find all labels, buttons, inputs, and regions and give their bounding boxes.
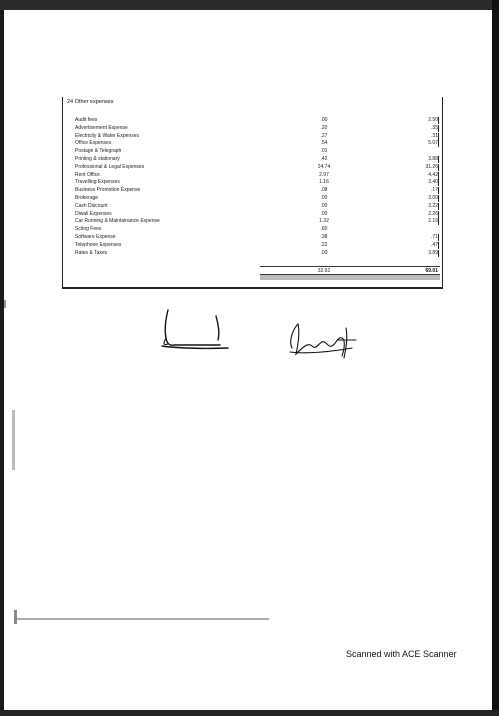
previous-year-value: .35 — [431, 124, 438, 131]
expense-label: Car Running & Maintainance Expense — [75, 218, 160, 225]
table-row — [4, 133, 492, 141]
column-rule — [438, 250, 439, 257]
expense-label: Telephone Expenses — [75, 241, 122, 248]
column-rule — [438, 234, 439, 241]
current-year-value: .38 — [320, 234, 328, 240]
table-row — [4, 164, 492, 172]
column-rule — [438, 164, 439, 171]
total-current-year: 32.92 — [317, 268, 331, 274]
table-row — [4, 140, 492, 148]
table-row — [4, 242, 492, 250]
scanned-page — [4, 10, 492, 710]
previous-year-value: .17 — [431, 187, 438, 194]
expense-label: Scting Fees — [75, 226, 102, 233]
column-rule — [438, 242, 439, 249]
table-row — [4, 179, 492, 187]
expense-label: Postage & Telegraph — [75, 148, 122, 155]
column-rule — [438, 133, 439, 140]
expense-label: Software Expense — [75, 234, 116, 240]
previous-year-value: 2.26 — [428, 210, 438, 217]
current-year-value: .08 — [320, 187, 328, 194]
expense-label: Advertisement Expense — [75, 124, 128, 131]
table-row — [4, 156, 492, 164]
previous-year-value: 2.50 — [428, 117, 438, 123]
column-rule — [438, 211, 439, 218]
previous-year-value: .47 — [431, 241, 438, 248]
current-year-value: .00 — [320, 195, 328, 201]
current-year-value: .27 — [320, 132, 328, 139]
current-year-value: .22 — [320, 241, 328, 248]
table-row — [4, 218, 492, 226]
scan-artifact — [14, 610, 17, 624]
section-title: 24 Other expenses — [67, 99, 114, 105]
current-year-value: 1.16 — [319, 179, 329, 186]
scan-artifact — [14, 618, 269, 620]
column-rule — [438, 125, 439, 132]
table-row — [4, 172, 492, 180]
column-rule — [438, 172, 439, 179]
scan-artifact — [12, 410, 15, 470]
expense-label: Audit fees — [75, 117, 98, 123]
column-rule — [438, 117, 439, 124]
scan-bottom-border — [0, 710, 499, 716]
expense-label: Rates & Taxes — [75, 249, 108, 256]
current-year-value: .00 — [320, 117, 328, 123]
expense-label: Electricity & Water Expenses — [75, 132, 140, 139]
column-rule — [438, 187, 439, 194]
column-rule — [438, 140, 439, 147]
expense-label: Cash Discount — [75, 202, 108, 209]
signature-1 — [154, 308, 234, 356]
previous-year-value: 31.26 — [425, 163, 438, 170]
previous-year-value: 4.42 — [428, 171, 438, 178]
expense-label: Brokerage — [75, 195, 99, 201]
total-previous-year: 69.01 — [425, 268, 438, 274]
table-row — [4, 195, 492, 203]
previous-year-value: 3.22 — [428, 202, 438, 209]
current-year-value: .00 — [320, 249, 328, 256]
table-row — [4, 226, 492, 234]
current-year-value: .00 — [320, 210, 328, 217]
expense-label: Travelling Expenses — [75, 179, 120, 186]
expense-label: Business Promotion Expense — [75, 187, 141, 194]
previous-year-value: .31 — [431, 132, 438, 139]
current-year-value: 1.32 — [319, 218, 329, 225]
current-year-value: 24.74 — [317, 163, 331, 170]
expense-label: Printing & stationary — [75, 156, 120, 162]
table-row — [4, 250, 492, 258]
previous-year-value: 3.00 — [428, 195, 438, 201]
table-row — [4, 117, 492, 125]
current-year-value: .54 — [320, 140, 328, 147]
previous-year-value: 3.40 — [428, 179, 438, 186]
column-rule — [438, 156, 439, 163]
previous-year-value: 3.88 — [428, 156, 438, 162]
column-rule — [438, 203, 439, 210]
current-year-value: .01 — [320, 148, 328, 155]
scan-artifact — [4, 300, 6, 308]
table-row — [4, 234, 492, 242]
current-year-value: .20 — [320, 124, 328, 131]
previous-year-value: 5.07 — [428, 140, 438, 147]
total-shading-bar — [260, 275, 440, 280]
scan-top-border — [0, 0, 499, 10]
expense-label: Rent Office — [75, 171, 100, 178]
table-row — [4, 187, 492, 195]
previous-year-value: 3.89 — [428, 249, 438, 256]
scan-right-border — [492, 0, 499, 716]
signature-2 — [286, 318, 362, 362]
expense-label: Diwali Expenses — [75, 210, 112, 217]
expense-label: Office Expenses — [75, 140, 112, 147]
previous-year-value: 2.16 — [428, 218, 438, 225]
previous-year-value: .71 — [431, 234, 438, 240]
table-row — [4, 203, 492, 211]
table-row — [4, 211, 492, 219]
column-rule — [438, 195, 439, 202]
current-year-value: 2.97 — [319, 171, 329, 178]
current-year-value: .42 — [320, 156, 328, 162]
current-year-value: .60 — [320, 226, 328, 233]
scanner-watermark: Scanned with ACE Scanner — [346, 649, 457, 659]
total-rule-top — [260, 266, 440, 267]
current-year-value: .00 — [320, 202, 328, 209]
expense-label: Professional & Legal Expenses — [75, 163, 145, 170]
column-rule — [438, 218, 439, 225]
table-row — [4, 148, 492, 156]
column-rule — [438, 179, 439, 186]
table-row — [4, 125, 492, 133]
